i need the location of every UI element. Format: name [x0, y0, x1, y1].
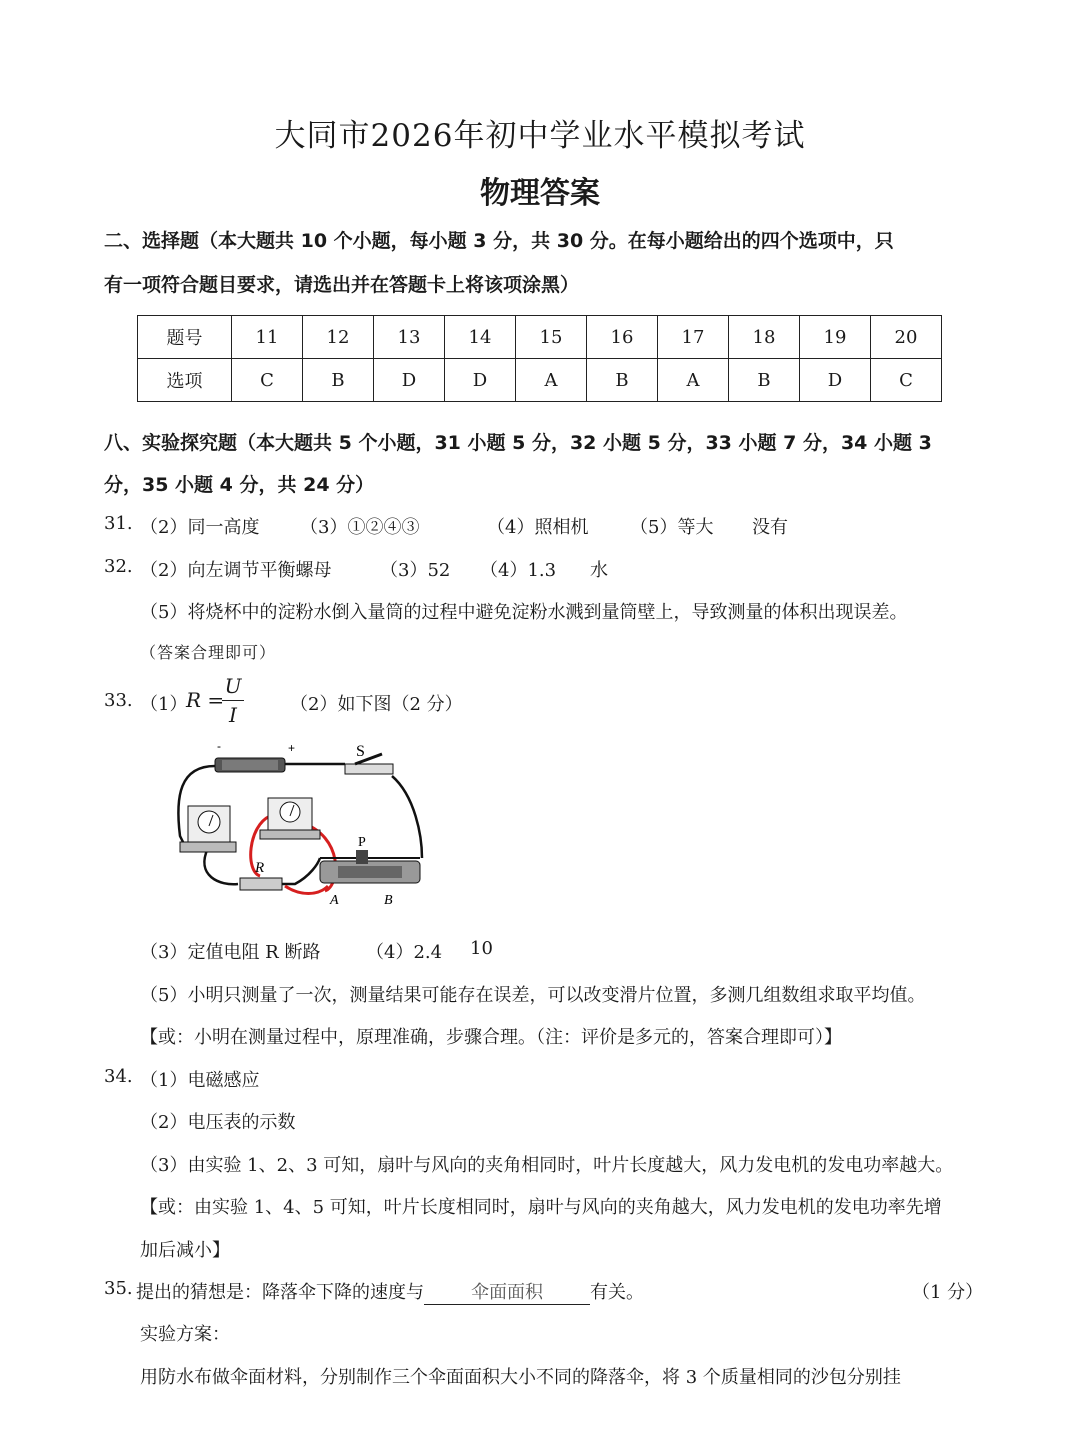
formula-fraction-bar	[222, 700, 244, 701]
q35-suffix: 有关。	[590, 1282, 644, 1303]
q32-answer-4: （4）1.3	[480, 560, 557, 581]
meter-right-base	[260, 830, 320, 839]
q35-plan-label: 实验方案：	[140, 1324, 230, 1345]
circuit-diagram	[160, 736, 450, 916]
q33-answer-5: （5）小明只测量了一次，测量结果可能存在误差，可以改变滑片位置，多测几组数组求取平均值。	[140, 985, 926, 1006]
table-cell: 13	[374, 316, 445, 359]
table-cell: A	[516, 359, 587, 402]
battery-minus-label: -	[217, 739, 221, 753]
rheostat-end-a-label: A	[330, 893, 339, 908]
table-row-numbers	[138, 316, 942, 359]
resistor-label: R	[255, 860, 265, 876]
table-cell: 14	[445, 316, 516, 359]
switch-label: S	[356, 743, 365, 760]
q33-answer-4b: 10	[470, 938, 493, 959]
q33-answer-4: （4）2.4	[366, 942, 443, 963]
q35-plan-line1: 用防水布做伞面材料，分别制作三个伞面面积大小不同的降落伞，将 3 个质量相同的沙包分别挂	[140, 1367, 901, 1388]
q35-blank-answer: 伞面面积	[424, 1278, 590, 1305]
q34-answer-2: （2）电压表的示数	[140, 1112, 296, 1133]
q32-answer-4b: 水	[590, 560, 608, 581]
table-cell: 17	[658, 316, 729, 359]
table-cell: D	[445, 359, 516, 402]
table-cell: 15	[516, 316, 587, 359]
rheostat-slider[interactable]	[356, 850, 368, 864]
q35-prefix: 提出的猜想是：降落伞下降的速度与	[136, 1282, 424, 1303]
q32-answer-2: （2）向左调节平衡螺母	[140, 560, 332, 581]
table-cell: C	[871, 359, 942, 402]
table-cell: 20	[871, 316, 942, 359]
table-cell: D	[374, 359, 445, 402]
q31-answer-5: （5）等大	[630, 517, 714, 538]
q31-answer-3: （3）①②④③	[300, 517, 420, 538]
q31-answer-2: （2）同一高度	[140, 517, 260, 538]
fixed-resistor	[240, 878, 282, 890]
battery-plus-label: +	[288, 741, 296, 755]
q35-question	[136, 1278, 644, 1305]
q32-answer-5: （5）将烧杯中的淀粉水倒入量筒的过程中避免淀粉水溅到量筒壁上，导致测量的体积出现误差。	[140, 602, 908, 623]
table-cell: B	[587, 359, 658, 402]
slider-label: P	[358, 835, 366, 850]
page-title: 大同市2026年初中学业水平模拟考试	[274, 118, 806, 154]
table-cell: A	[658, 359, 729, 402]
table-cell: 11	[232, 316, 303, 359]
wire	[392, 776, 422, 858]
q35-score: （1 分）	[912, 1282, 984, 1303]
q33-number: 33.	[104, 690, 133, 711]
table-cell: B	[729, 359, 800, 402]
q31-answer-4: （4）照相机	[487, 517, 589, 538]
section8-heading-line1: 八、实验探究题（本大题共 5 个小题，31 小题 5 分，32 小题 5 分，33 小题 7 分，34 小题 3	[104, 432, 932, 454]
q34-alt-line1: 【或：由实验 1、4、5 可知，叶片长度相同时，扇叶与风向的夹角越大，风力发电机的发电功率先增	[140, 1197, 942, 1218]
table-cell: B	[303, 359, 374, 402]
table-cell: 16	[587, 316, 658, 359]
table-cell: 19	[800, 316, 871, 359]
section2-heading-line1: 二、选择题（本大题共 10 个小题，每小题 3 分，共 30 分。在每小题给出的四个选项中，只	[104, 230, 894, 252]
wire	[204, 848, 238, 884]
rheostat-end-b-label: B	[384, 893, 393, 908]
switch-base[interactable]	[345, 764, 393, 774]
formula-lhs: R =	[186, 688, 225, 712]
q34-answer-1: （1）电磁感应	[140, 1070, 260, 1091]
formula-numerator: U	[224, 674, 242, 698]
meter-left-base	[180, 842, 236, 852]
q32-number: 32.	[104, 556, 133, 577]
table-row-label: 选项	[138, 359, 232, 402]
section2-heading-line2: 有一项符合题目要求，请选出并在答题卡上将该项涂黑）	[104, 274, 580, 296]
q35-number: 35.	[104, 1278, 133, 1299]
q33-answer-3: （3）定值电阻 R 断路	[140, 942, 321, 963]
battery-body	[222, 760, 278, 770]
q31-answer-5b: 没有	[752, 517, 788, 538]
red-wire	[285, 886, 328, 894]
table-row-answers	[138, 359, 942, 402]
q32-note: （答案合理即可）	[140, 643, 277, 662]
q32-answer-3: （3）52	[380, 560, 451, 581]
q33-answer-1-label: （1）	[140, 694, 188, 715]
answer-table	[137, 315, 942, 402]
table-row-label: 题号	[138, 316, 232, 359]
table-cell: D	[800, 359, 871, 402]
table-cell: 12	[303, 316, 374, 359]
page-subtitle: 物理答案	[480, 176, 600, 211]
q34-answer-3: （3）由实验 1、2、3 可知，扇叶与风向的夹角相同时，叶片长度越大，风力发电机的发电功率越大。	[140, 1155, 954, 1176]
q34-alt-line2: 加后减小】	[140, 1240, 230, 1261]
table-cell: C	[232, 359, 303, 402]
section8-heading-line2: 分，35 小题 4 分，共 24 分）	[104, 474, 375, 496]
formula-denominator: I	[229, 703, 237, 727]
q34-number: 34.	[104, 1066, 133, 1087]
q31-number: 31.	[104, 513, 133, 534]
table-cell: 18	[729, 316, 800, 359]
q33-answer-2: （2）如下图（2 分）	[290, 694, 463, 715]
rheostat-coil	[338, 866, 402, 878]
meter-right-dial	[280, 802, 300, 822]
q33-alt: 【或：小明在测量过程中，原理准确，步骤合理。（注：评价是多元的，答案合理即可）】	[140, 1027, 842, 1048]
meter-left-dial	[198, 811, 220, 833]
